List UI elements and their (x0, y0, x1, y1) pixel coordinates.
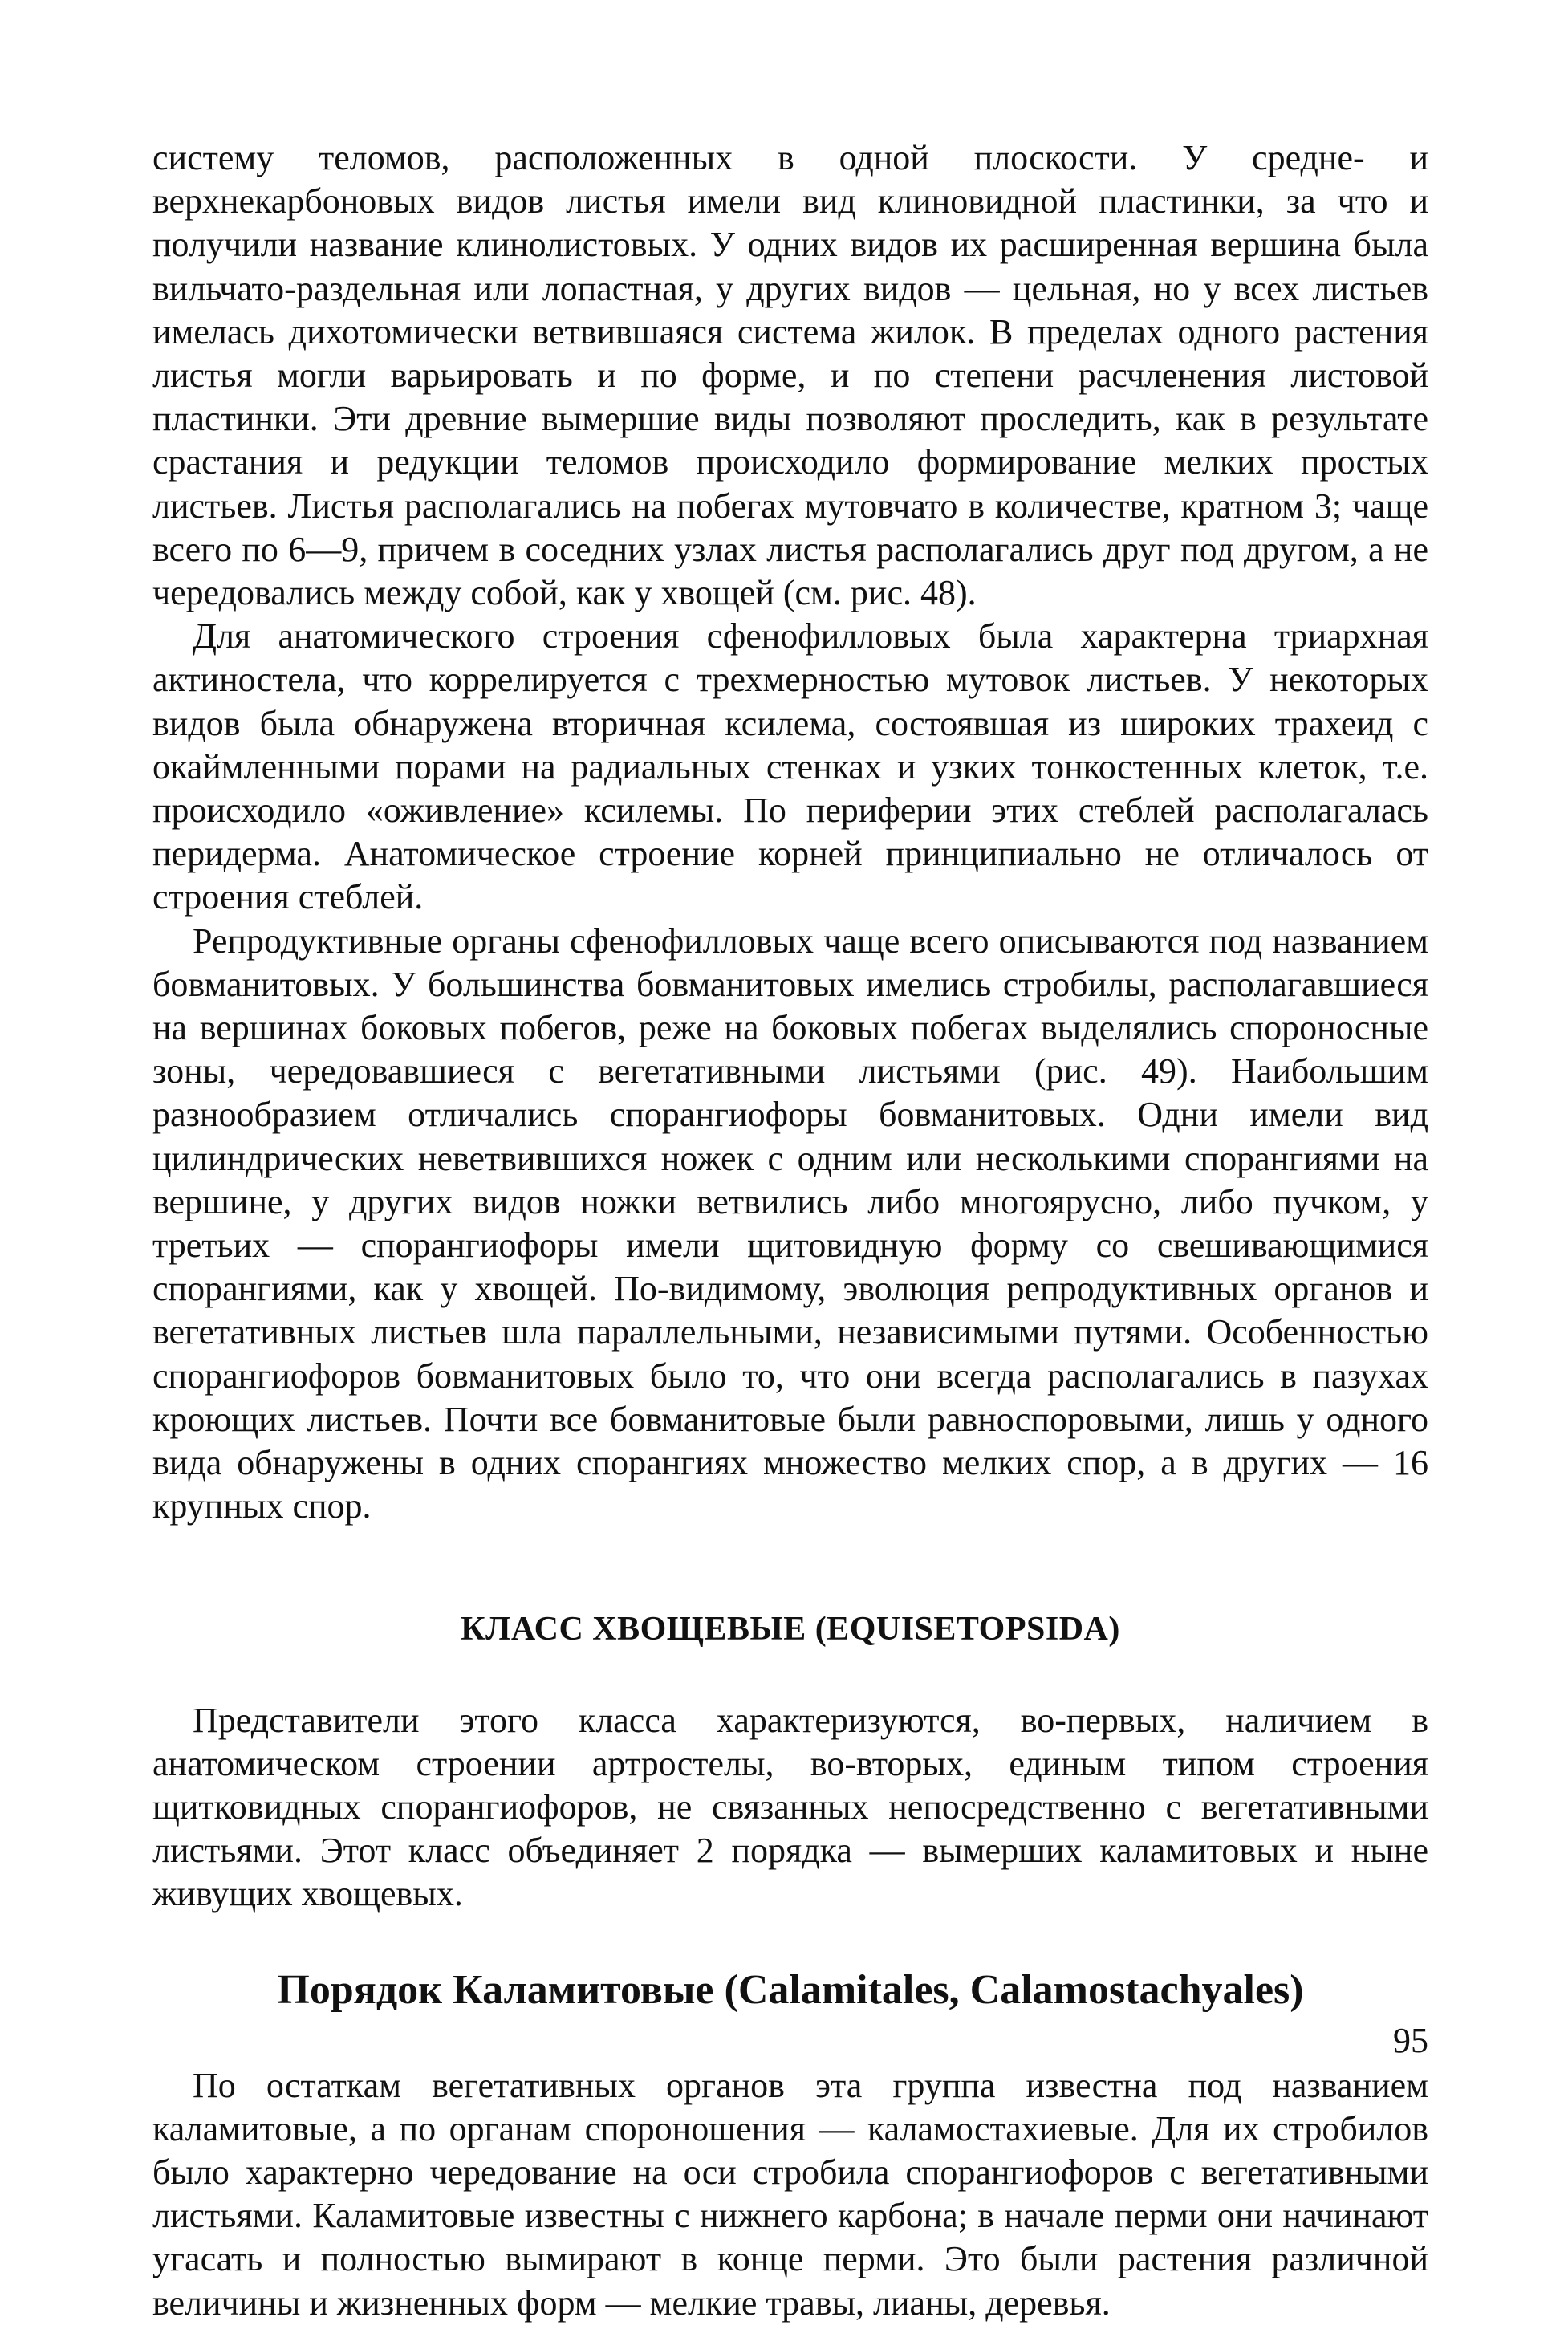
paragraph-class-description: Представители этого класса характеризуются, во-первых, наличием в анатомическом строении артростелы, во-вторых, единым типом строения щитковидных спорангиофоров, не связанных непосредственно с вегетативными листьями. Этот класс объединяет 2 порядка — вымерших каламитовых и ныне живущих хвощевых. (152, 1700, 1428, 1914)
page-number: 95 (1393, 2021, 1428, 2060)
page-body (152, 136, 1428, 2325)
paragraph-order-description: По остаткам вегетативных органов эта группа известна под названием каламитовые, а по органам спороношения — каламостахиевые. Для их стробилов было характерно чередование на оси стробила спорангиофоров с вегетативными листьями. Каламитовые известны с нижнего карбона; в начале перми они начинают угасать и полностью вымирают в конце перми. Это были растения различной величины и жизненных форм — мелкие травы, лианы, деревья. (152, 2065, 1428, 2323)
paragraph-reproductive-organs: Репродуктивные органы сфенофилловых чаще всего описываются под названием бовманитовых. У большинства бовманитовых имелись стробилы, располагавшиеся на вершинах боковых побегов, реже на боковых побегах выделялись спороносные зоны, чередовавшиеся с вегетативными листьями (рис. 49). Наибольшим разнообразием отличались спорангиофоры бовманитовых. Одни имели вид цилиндрических неветвившихся ножек с одним или несколькими спорангиями на вершине, у других видов ножки ветвились либо многоярусно, либо пучком, у третьих — спорангиофоры имели щитовидную форму со свешивающимися спорангиями, как у хвощей. По-видимому, эволюция репродуктивных органов и вегетативных листьев шла параллельными, независимыми путями. Особенностью спорангиофоров бовманитовых было то, что они всегда располагались в пазухах кроющих листьев. Почти все бовманитовые были равноспоровыми, лишь у одного вида обнаружены в одних спорангиях множество мелких спор, а в других — 16 крупных спор. (152, 921, 1428, 1526)
paragraph-telomes: систему теломов, расположенных в одной плоскости. У средне- и верхнекарбоновых видов листья имели вид клиновидной пластинки, за что и получили название клинолистовых. У одних видов их расширенная вершина была вильчато-раздельная или лопастная, у других видов — цельная, но у всех листьев имелась дихотомически ветвившаяся система жилок. В пределах одного растения листья могли варьировать и по форме, и по степени расчленения листовой пластинки. Эти древние вымершие виды позволяют проследить, как в результате срастания и редукции теломов происходило формирование мелких простых листьев. Листья располагались на побегах мутовчато в количестве, кратном 3; чаще всего по 6—9, причем в соседних узлах листья располагались друг под другом, а не чередовались между собой, как у хвощей (см. рис. 48). (152, 138, 1428, 613)
class-heading: КЛАСС ХВОЩЕВЫЕ (EQUISETOPSIDA) (461, 1610, 1120, 1648)
order-heading: Порядок Каламитовые (Calamitales, Calamostachyales) (277, 1966, 1304, 2013)
paragraph-anatomy: Для анатомического строения сфенофилловых была характерна триархная актиностела, что коррелируется с трехмерностью мутовок листьев. У некоторых видов была обнаружена вторичная ксилема, состоявшая из широких трахеид с окаймленными порами на радиальных стенках и узких тонкостенных клеток, т.е. происходило «оживление» ксилемы. По периферии этих стеблей располагалась перидерма. Анатомическое строение корней принципиально не отличалось от строения стеблей. (152, 616, 1428, 917)
